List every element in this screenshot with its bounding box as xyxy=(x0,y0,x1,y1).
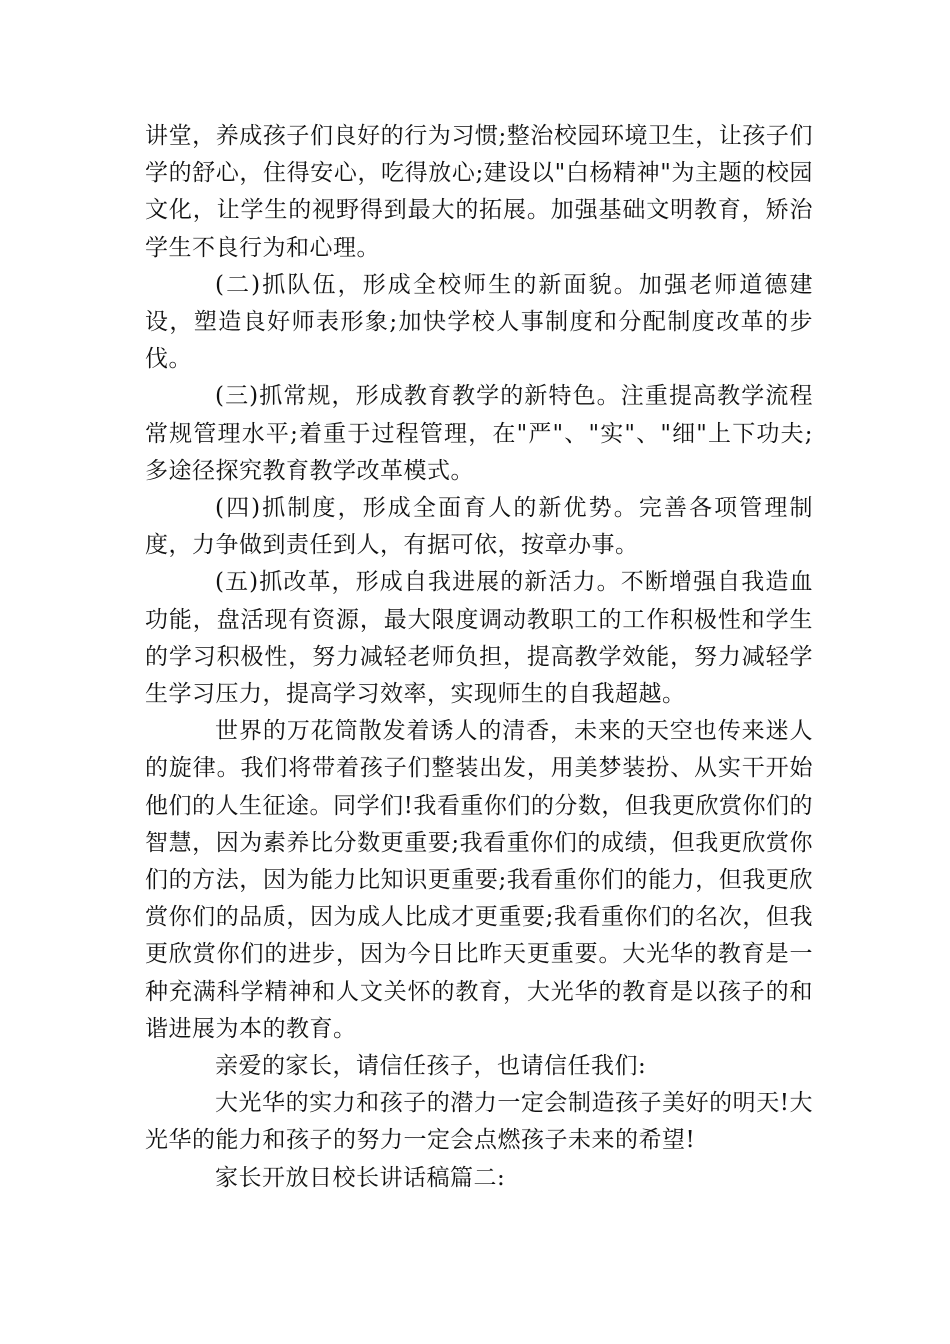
paragraph-2: (二)抓队伍，形成全校师生的新面貌。加强老师道德建设，塑造良好师表形象;加快学校人事制度和分配制度改革的步伐。 xyxy=(145,271,813,373)
paragraph-3: (三)抓常规，形成教育教学的新特色。注重提高教学流程常规管理水平;着重于过程管理，在"严"、"实"、"细"上下功夫;多途径探究教育教学改革模式。 xyxy=(145,383,813,484)
paragraph-8: 大光华的实力和孩子的潜力一定会制造孩子美好的明天!大光华的能力和孩子的努力一定会点燃孩子未来的希望! xyxy=(145,1090,813,1154)
paragraph-6: 世界的万花筒散发着诱人的清香，未来的天空也传来迷人的旋律。我们将带着孩子们整装出发，用美梦装扮、从实干开始他们的人生征途。同学们!我看重你们的分数，但我更欣赏你们的智慧，因为素养比分数更重要;我看重你们的成绩，但我更欣赏你们的方法，因为能力比知识更重要;我看重你们的能力，但我更欣赏你们的品质，因为成人比成才更重要;我看重你们的名次，但我更欣赏你们的进步，因为今日比昨天更重要。大光华的教育是一种充满科学精神和人文关怀的教育，大光华的教育是以孩子的和谐进展为本的教育。 xyxy=(145,718,813,1042)
paragraph-1: 讲堂，养成孩子们良好的行为习惯;整治校园环境卫生，让孩子们学的舒心，住得安心，吃得放心;建设以"白杨精神"为主题的校园文化，让学生的视野得到最大的拓展。加强基础文明教育，矫治学生不良行为和心理。 xyxy=(145,123,813,261)
paragraph-7: 亲爱的家长，请信任孩子，也请信任我们: xyxy=(215,1053,647,1080)
document-body xyxy=(145,118,813,1197)
paragraph-5: (五)抓改革，形成自我进展的新活力。不断增强自我造血功能，盘活现有资源，最大限度调动教职工的工作积极性和学生的学习积极性，努力减轻老师负担，提高教学效能，努力减轻学生学习压力，提高学习效率，实现师生的自我超越。 xyxy=(145,569,813,708)
paragraph-4: (四)抓制度，形成全面育人的新优势。完善各项管理制度，力争做到责任到人，有据可依，按章办事。 xyxy=(145,495,813,559)
section-heading: 家长开放日校长讲话稿篇二: xyxy=(215,1164,506,1191)
